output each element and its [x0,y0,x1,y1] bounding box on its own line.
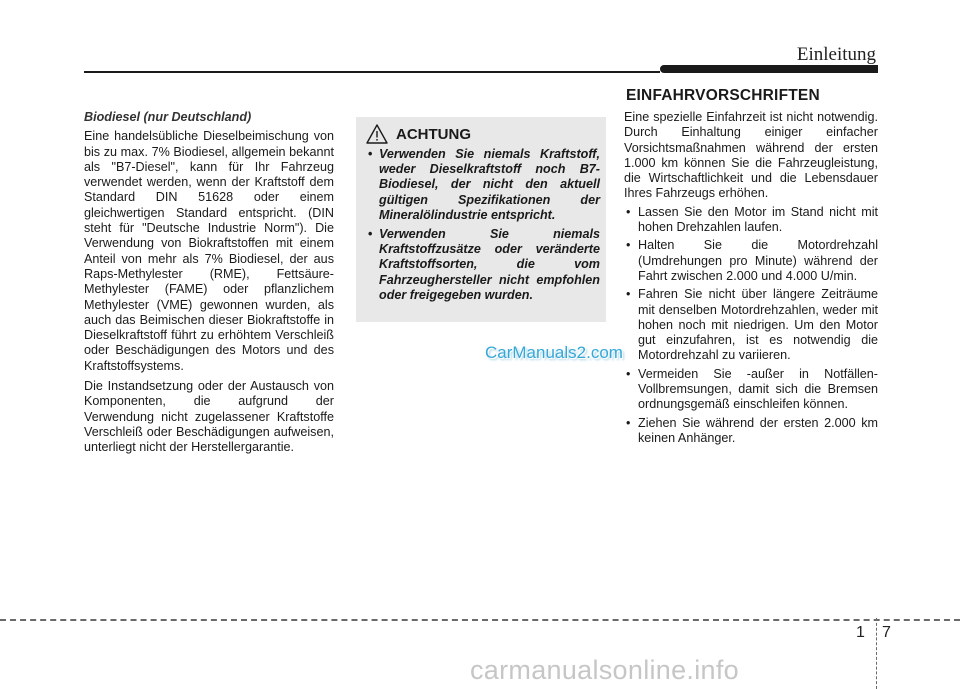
biodiesel-paragraph-1: Eine handelsübliche Dieselbeimischung von bis zu max. 7% Biodiesel, allgemein bekannt als "B7-Diesel", kann für Ihr Fahrzeug verwendet werden, wenn der Kraftstoff dem Standard DIN 51628 oder einem gleichwertigen Standard entspricht. (DIN steht für "Deutsche Industrie Norm"). Die Verwendung von Biokraftstoffen mit einem Anteil von mehr als 7% Biodiesel, der aus Raps-Methylester (RME), Fettsäure-Methylester (FAME) oder pflanzlichem Methylester (VME) gewonnen wurden, als auch das Beimischen dieser Biokraftstoffe in Dieselkraftstoff führt zu erhöhtem Verschleiß oder Beschädigungen des Motors und des Kraftstoffsystems. [84,129,334,373]
list-item: • Vermeiden Sie -außer in Notfällen- Vollbremsungen, damit sich die Bremsen ordnungsgemäß einschleifen können. [624,367,878,413]
page-number: 7 [882,624,891,641]
break-in-intro: Eine spezielle Einfahrzeit ist nicht notwendig. Durch Einhaltung einiger einfacher Vorsichtsmaßnahmen während der ersten 1.000 km können Sie die Fahrzeugleistung, die Wirtschaftlichkeit und die Lebensdauer Ihres Fahrzeugs erhöhen. [624,110,878,201]
warning-header [366,123,471,145]
footer-watermark: carmanualsonline.info [470,655,739,685]
biodiesel-section [84,110,334,461]
biodiesel-subheading: Biodiesel (nur Deutschland) [84,110,252,124]
list-item: • Fahren Sie nicht über längere Zeiträume mit denselben Motordrehzahlen, weder mit hohen noch mit niedrigen. Um den Motor gut einzufahren, ist es notwendig die Motordrehzahl zu variieren. [624,287,878,363]
header-bar [660,65,878,73]
warning-item: • Verwenden Sie niemals Kraftstoffzusätze oder veränderte Kraftstoffsorten, die vom Fahrzeughersteller nicht empfohlen oder freigegeben wurden. [368,227,600,303]
header-title: Einleitung [796,44,876,65]
section-title: EINFAHRVORSCHRIFTEN [626,87,820,104]
break-in-list [624,205,878,446]
list-item: • Ziehen Sie während der ersten 2.000 km keinen Anhänger. [624,416,878,447]
chapter-number: 1 [856,624,865,641]
warning-triangle-icon [366,124,388,144]
warning-box [356,117,606,322]
break-in-section [624,110,878,449]
header-rule [84,71,660,73]
watermark: CarManuals2.com [485,343,623,362]
warning-list [368,147,600,307]
list-item: • Halten Sie die Motordrehzahl (Umdrehungen pro Minute) während der Fahrt zwischen 2.000 und 4.000 U/min. [624,238,878,284]
list-item: • Lassen Sie den Motor im Stand nicht mit hohen Drehzahlen laufen. [624,205,878,236]
warning-title: ACHTUNG [396,125,471,143]
footer-divider [876,618,877,689]
footer-rule [0,619,960,621]
biodiesel-paragraph-2: Die Instandsetzung oder der Austausch von Komponenten, die aufgrund der Verwendung nicht zugelassener Kraftstoffe Verschleiß oder Beschädigungen aufweisen, unterliegt nicht der Herstellergarantie. [84,379,334,455]
warning-item: • Verwenden Sie niemals Kraftstoff, weder Dieselkraftstoff noch B7-Biodiesel, der nicht den aktuell gültigen Spezifikationen der Mineralölindustrie entspricht. [368,147,600,223]
